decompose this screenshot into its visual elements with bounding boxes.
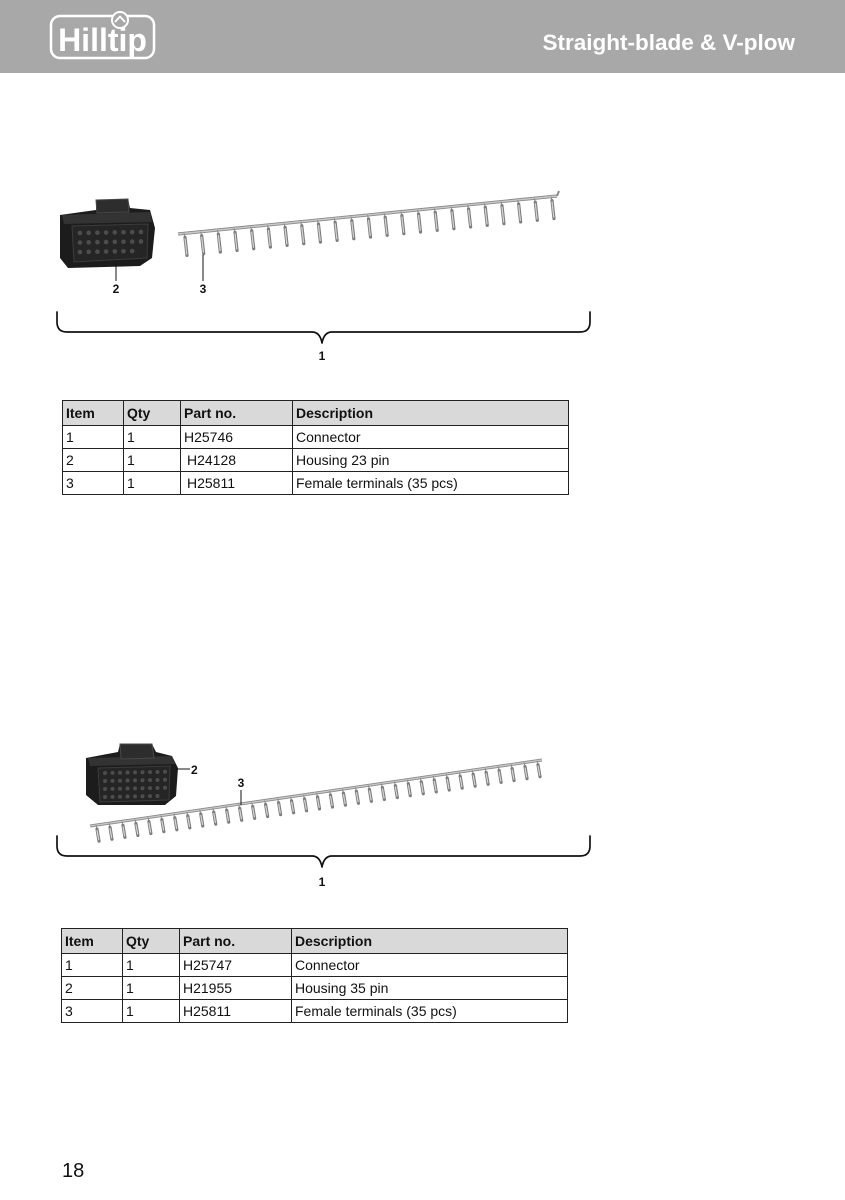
- terminal-pin: [498, 766, 501, 782]
- cell-item: 1: [62, 954, 123, 977]
- terminal-pin: [401, 212, 404, 234]
- terminal-pin: [468, 205, 471, 227]
- terminal-pins: [184, 197, 554, 256]
- pin-cavity: [156, 786, 160, 790]
- terminal-pin: [418, 210, 421, 232]
- pin-cavity: [118, 779, 122, 783]
- terminal-pin: [537, 761, 540, 777]
- pin-cavity: [121, 239, 126, 244]
- pin-cavity: [126, 771, 130, 775]
- terminal-pin: [484, 203, 487, 225]
- cell-qty: 1: [124, 472, 181, 495]
- terminal-pin: [148, 818, 151, 834]
- callout-terminals: 3: [237, 776, 245, 790]
- cell-part-no: H24128: [181, 449, 293, 472]
- pin-cavity: [163, 778, 167, 782]
- terminal-pin: [200, 810, 203, 826]
- terminal-pin: [317, 220, 320, 242]
- terminal-pin: [213, 808, 216, 824]
- pin-cavity: [95, 249, 100, 254]
- page-number: 18: [62, 1160, 85, 1182]
- callout-terminals: 3: [199, 282, 207, 296]
- cell-item: 2: [63, 449, 124, 472]
- pin-cavity: [103, 787, 107, 791]
- pin-cavity: [130, 249, 135, 254]
- pin-cavity: [104, 240, 109, 245]
- pin-cavity: [86, 250, 91, 255]
- cell-description: Connector: [292, 954, 568, 977]
- cell-part-no: H25746: [181, 426, 293, 449]
- pin-cavity: [118, 787, 122, 791]
- pin-cavity: [133, 786, 137, 790]
- pin-cavity: [141, 786, 145, 790]
- terminal-pin: [187, 812, 190, 828]
- terminal-pin: [291, 797, 294, 813]
- pin-cavity: [126, 795, 130, 799]
- terminal-pin: [201, 232, 204, 254]
- terminal-pin: [184, 233, 187, 255]
- page-title: Straight-blade & V-plow: [542, 30, 795, 55]
- cell-part-no: H21955: [180, 977, 292, 1000]
- terminal-pin: [174, 814, 177, 830]
- terminal-pin: [161, 816, 164, 832]
- table-row: [62, 1000, 568, 1023]
- pin-cavity: [163, 770, 167, 774]
- terminal-pin: [384, 213, 387, 235]
- terminal-pin: [407, 780, 410, 796]
- pin-cavity: [103, 779, 107, 783]
- terminal-pin: [267, 225, 270, 247]
- terminal-pin: [96, 825, 99, 841]
- pin-cavity: [148, 794, 152, 798]
- pin-cavity: [121, 230, 126, 235]
- pin-cavity: [95, 240, 100, 245]
- terminal-pin: [239, 804, 242, 820]
- table-row: [62, 977, 568, 1000]
- pin-cavity: [156, 794, 160, 798]
- terminal-pin: [334, 218, 337, 240]
- terminal-pin: [534, 198, 537, 220]
- terminal-pin: [524, 763, 527, 779]
- header-description: Description: [292, 929, 568, 954]
- housing-latch: [96, 199, 129, 213]
- cell-description: Female terminals (35 pcs): [293, 472, 569, 495]
- pin-cavity: [78, 240, 83, 245]
- connector-housing-23-pin: [60, 199, 155, 268]
- figure-2: [57, 744, 590, 889]
- pin-cavity: [148, 778, 152, 782]
- cell-part-no: H25811: [181, 472, 293, 495]
- parts-table-2: [61, 928, 568, 1023]
- header-qty: Qty: [123, 929, 180, 954]
- pin-cavity: [141, 770, 145, 774]
- terminal-pin: [485, 768, 488, 784]
- table-row: [63, 449, 569, 472]
- table-row: [62, 954, 568, 977]
- pin-cavity: [163, 786, 167, 790]
- terminal-pin: [434, 208, 437, 230]
- pin-cavity: [148, 786, 152, 790]
- cell-part-no: H25811: [180, 1000, 292, 1023]
- assembly-brace: [57, 312, 590, 343]
- pin-cavity: [121, 249, 126, 254]
- terminal-pin: [433, 776, 436, 792]
- callout-assembly: 1: [318, 349, 326, 363]
- table-header-row: [63, 401, 569, 426]
- callout-assembly: 1: [318, 875, 326, 889]
- header-item: Item: [62, 929, 123, 954]
- pin-cavity: [86, 231, 91, 236]
- pin-cavity: [141, 778, 145, 782]
- pin-cavity: [111, 779, 115, 783]
- pin-cavity: [111, 787, 115, 791]
- table-row: [63, 426, 569, 449]
- cell-qty: 1: [124, 449, 181, 472]
- terminal-pin: [317, 793, 320, 809]
- pin-cavity: [86, 240, 91, 245]
- cell-qty: 1: [123, 977, 180, 1000]
- terminal-pin: [301, 222, 304, 244]
- terminal-pin: [394, 782, 397, 798]
- pin-cavity: [126, 779, 130, 783]
- figure-1: [57, 191, 590, 363]
- terminal-pin: [252, 802, 255, 818]
- cell-part-no: H25747: [180, 954, 292, 977]
- pin-cavity: [148, 770, 152, 774]
- terminal-pin: [368, 785, 371, 801]
- terminal-pin: [251, 227, 254, 249]
- pin-cavity: [130, 230, 135, 235]
- pin-cavity: [156, 778, 160, 782]
- terminal-pin: [518, 200, 521, 222]
- cell-item: 2: [62, 977, 123, 1000]
- pin-cavity: [104, 230, 109, 235]
- housing-latch: [120, 744, 154, 759]
- pin-cavity: [133, 794, 137, 798]
- header-part-no: Part no.: [180, 929, 292, 954]
- callout-housing: 2: [191, 763, 198, 777]
- terminal-pin: [284, 223, 287, 245]
- terminal-pin: [472, 770, 475, 786]
- pin-cavity: [78, 231, 83, 236]
- cell-description: Connector: [293, 426, 569, 449]
- pin-cavity: [118, 771, 122, 775]
- terminal-pin: [420, 778, 423, 794]
- pin-cavity: [104, 249, 109, 254]
- pin-cavity: [139, 230, 144, 235]
- terminal-pin: [459, 772, 462, 788]
- cell-item: 3: [62, 1000, 123, 1023]
- pin-cavity: [113, 230, 118, 235]
- terminal-pin: [278, 799, 281, 815]
- pin-cavity: [103, 795, 107, 799]
- cell-qty: 1: [123, 954, 180, 977]
- terminal-pin: [511, 765, 514, 781]
- terminal-pin: [135, 819, 138, 835]
- pin-cavity: [103, 771, 107, 775]
- pin-cavity: [156, 770, 160, 774]
- cell-item: 1: [63, 426, 124, 449]
- pin-cavity: [118, 795, 122, 799]
- pin-cavity: [141, 794, 145, 798]
- header-item: Item: [63, 401, 124, 426]
- assembly-brace: [57, 836, 590, 867]
- logo-text: Hilltip: [58, 22, 147, 58]
- pin-cavity: [126, 787, 130, 791]
- cell-description: Female terminals (35 pcs): [292, 1000, 568, 1023]
- parts-table-1: [62, 400, 569, 495]
- terminal-pin: [217, 230, 220, 252]
- pin-cavity: [133, 778, 137, 782]
- pin-cavity: [111, 771, 115, 775]
- terminal-pin: [368, 215, 371, 237]
- terminal-pin: [342, 789, 345, 805]
- header-qty: Qty: [124, 401, 181, 426]
- cell-qty: 1: [124, 426, 181, 449]
- pin-cavity: [139, 239, 144, 244]
- terminal-pin: [501, 202, 504, 224]
- cell-qty: 1: [123, 1000, 180, 1023]
- pin-cavity: [130, 239, 135, 244]
- terminal-pin: [109, 823, 112, 839]
- terminal-pin: [351, 217, 354, 239]
- terminal-pin: [355, 787, 358, 803]
- table-row: [63, 472, 569, 495]
- cell-item: 3: [63, 472, 124, 495]
- connector-housing-35-pin: [86, 744, 178, 805]
- pin-cavity: [95, 230, 100, 235]
- terminal-pin: [304, 795, 307, 811]
- cell-description: Housing 23 pin: [293, 449, 569, 472]
- terminal-pin: [551, 197, 554, 219]
- housing-front-face: [72, 224, 148, 262]
- terminal-carrier-tab: [557, 191, 559, 196]
- terminal-pin: [451, 207, 454, 229]
- terminal-pin: [226, 806, 229, 822]
- pin-cavity: [113, 240, 118, 245]
- terminal-pin: [234, 228, 237, 250]
- header-description: Description: [293, 401, 569, 426]
- terminal-pin: [381, 783, 384, 799]
- pin-cavity: [111, 795, 115, 799]
- pin-cavity: [133, 770, 137, 774]
- terminal-pin: [265, 801, 268, 817]
- pin-cavity: [78, 250, 83, 255]
- terminal-pin: [446, 774, 449, 790]
- terminal-pin: [122, 821, 125, 837]
- terminal-strip: [178, 191, 559, 255]
- callout-housing: 2: [112, 282, 120, 296]
- header-part-no: Part no.: [181, 401, 293, 426]
- pin-cavity: [113, 249, 118, 254]
- terminal-pin: [329, 791, 332, 807]
- cell-description: Housing 35 pin: [292, 977, 568, 1000]
- table-header-row: [62, 929, 568, 954]
